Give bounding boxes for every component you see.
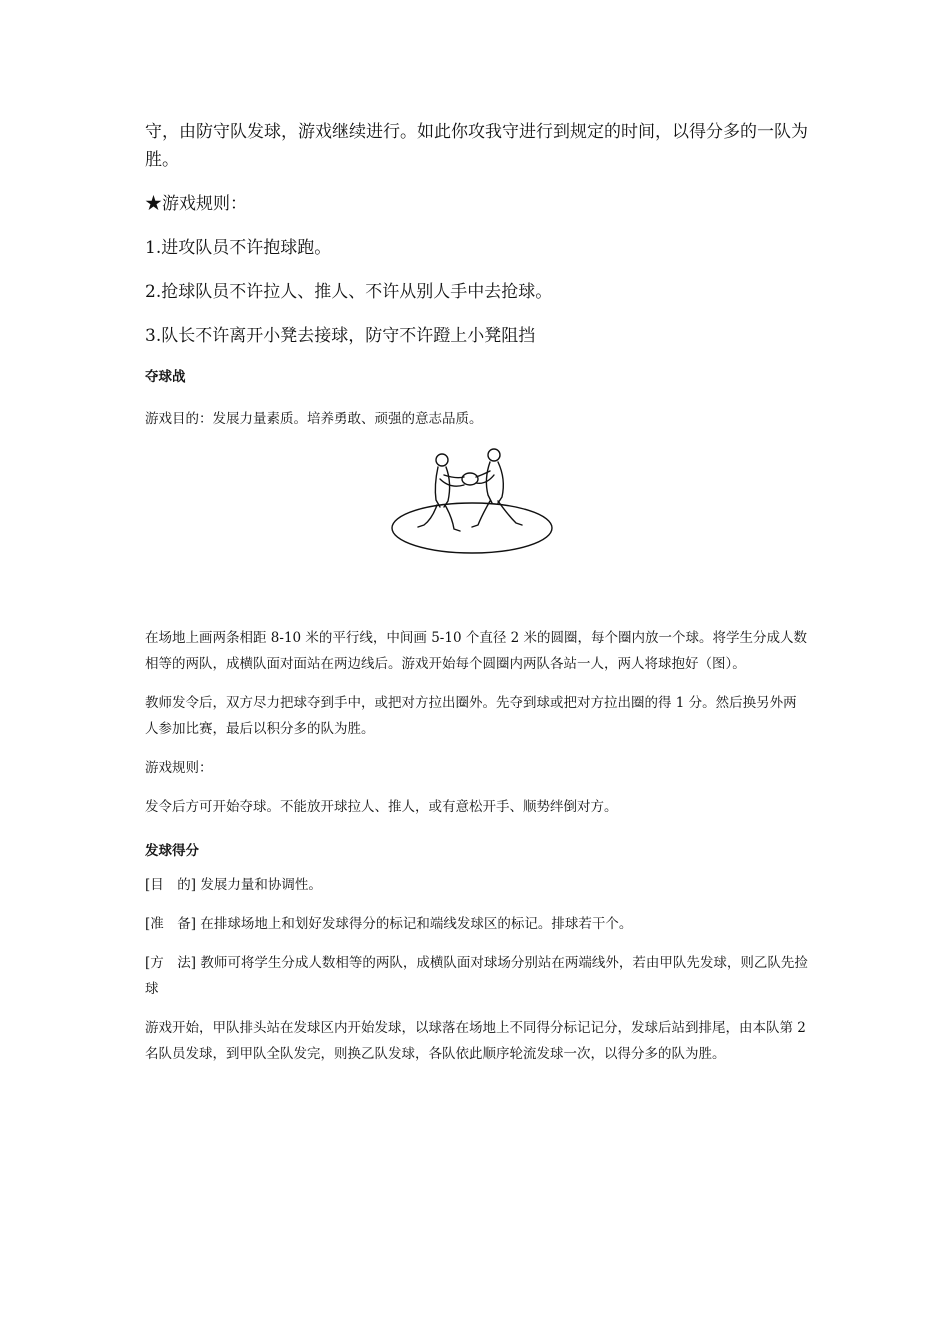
game2-figure (145, 445, 810, 585)
game3-method: [方 法] 教师可将学生分成人数相等的两队，成横队面对球场分别站在两端线外，若由甲队先发球，则乙队先捡球 (145, 955, 808, 997)
game2-method: 教师发令后，双方尽力把球夺到手中，或把对方拉出圈外。先夺到球或把对方拉出圈的得 1 分。然后换另外两人参加比赛，最后以积分多的队为胜。 (145, 695, 797, 737)
game3-purpose: [目 的] 发展力量和协调性。 (145, 877, 322, 893)
game2-rules-title: 游戏规则： (145, 760, 213, 776)
rules-title: ★游戏规则： (145, 194, 247, 214)
game2-purpose: 游戏目的：发展力量素质。培养勇敢、顽强的意志品质。 (145, 411, 483, 427)
game3-title: 发球得分 (145, 843, 199, 859)
game3-play: 游戏开始，甲队排头站在发球区内开始发球，以球落在场地上不同得分标记记分，发球后站到排尾，由本队第 2 名队员发球，到甲队全队发完，则换乙队发球，各队依此顺序轮流发球一次，以得分多的队为胜。 (145, 1020, 806, 1062)
game2-setup: 在场地上画两条相距 8-10 米的平行线，中间画 5-10 个直径 2 米的圆圈，每个圈内放一个球。将学生分成人数相等的两队，成横队面对面站在两边线后。游戏开始每个圆圈内两队各站一人，两人将球抱好（图）。 (145, 630, 807, 672)
game2-title: 夺球战 (145, 369, 186, 385)
rule-item-2: 2.抢球队员不许拉人、推人、不许从别人手中去抢球。 (145, 282, 553, 302)
rule-item-1: 1.进攻队员不许抱球跑。 (145, 238, 332, 258)
rule-item-3: 3.队长不许离开小凳去接球，防守不许蹬上小凳阻挡 (145, 326, 536, 346)
game2-rules-text: 发令后方可开始夺球。不能放开球拉人、推人，或有意松开手、顺势绊倒对方。 (145, 799, 618, 815)
intro-continuation: 守，由防守队发球，游戏继续进行。如此你攻我守进行到规定的时间，以得分多的一队为胜。 (145, 122, 808, 170)
two-players-tug-ball-icon (390, 445, 560, 580)
document-page (145, 118, 810, 1080)
game3-prep: [准 备] 在排球场地上和划好发球得分的标记和端线发球区的标记。排球若干个。 (145, 916, 633, 932)
